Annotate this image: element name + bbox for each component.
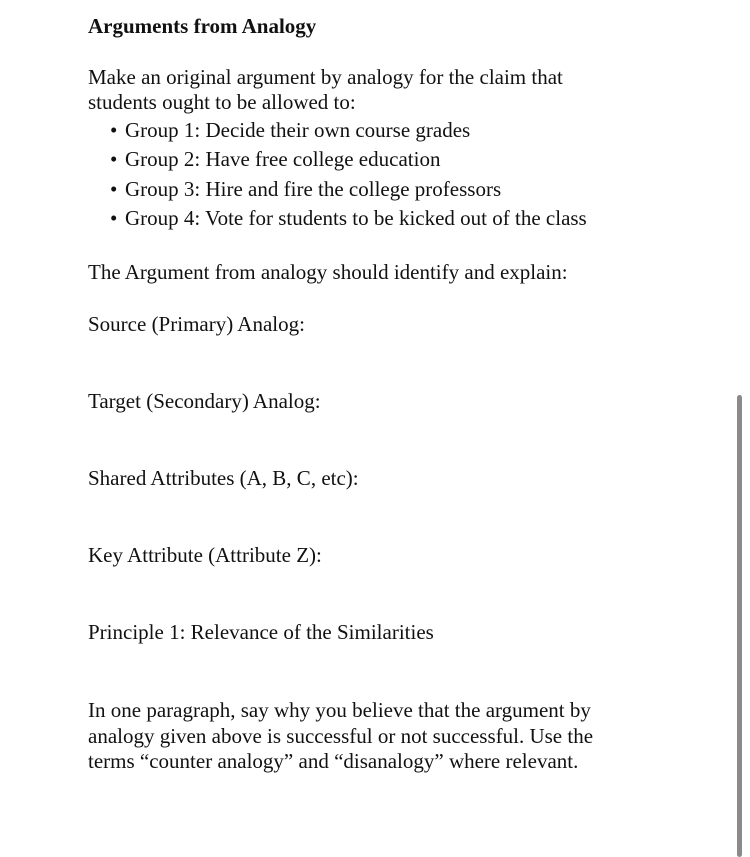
group-3-text: Group 3: Hire and fire the college professors [125, 176, 502, 201]
principle-1-heading: Principle 1: Relevance of the Similarities [88, 620, 434, 644]
group-1-text: Group 1: Decide their own course grades [125, 118, 471, 142]
list-item [110, 145, 587, 174]
document-title: Arguments from Analogy [88, 14, 317, 38]
final-paragraph: In one paragraph, say why you believe that the argument by analogy given above is successful or not successful. Use the terms “counter analogy” and “disanalogy” where relevant. [88, 698, 594, 773]
bullet-icon: • [110, 205, 118, 230]
list-item [110, 116, 587, 145]
vertical-scrollbar[interactable] [737, 395, 742, 857]
target-analog-heading: Target (Secondary) Analog: [88, 389, 321, 413]
group-list [110, 116, 587, 233]
group-4-text: Group 4: Vote for students to be kicked out of the class [125, 205, 587, 230]
bullet-icon: • [110, 176, 118, 201]
intro-paragraph: Make an original argument by analogy for the claim that students ought to be allowed to: [88, 65, 563, 114]
shared-attributes-heading: Shared Attributes (A, B, C, etc): [88, 466, 359, 490]
group-2-text: Group 2: Have free college education [125, 147, 441, 172]
key-attribute-heading: Key Attribute (Attribute Z): [88, 543, 322, 567]
list-item [110, 175, 587, 204]
bullet-icon: • [110, 118, 118, 142]
list-item [110, 204, 587, 233]
bullet-icon: • [110, 147, 118, 172]
instruction-text: The Argument from analogy should identify and explain: [88, 260, 568, 284]
source-analog-heading: Source (Primary) Analog: [88, 312, 305, 336]
